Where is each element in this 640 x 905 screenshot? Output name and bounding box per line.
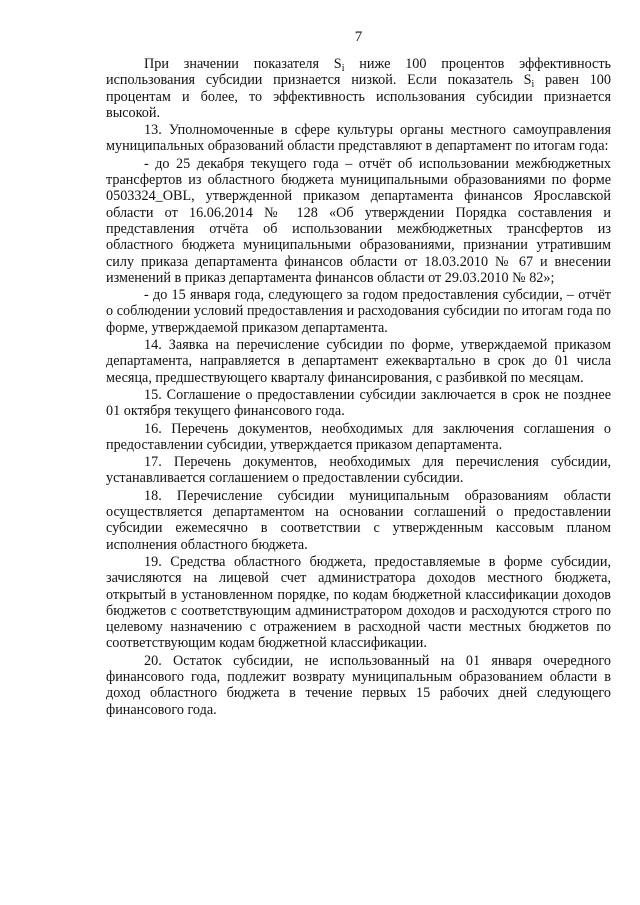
paragraph-item-17: 17. Перечень документов, необходимых для перечисления субсидии, устанавливается соглашением о предоставлении субсидии. xyxy=(106,454,611,487)
paragraph-item-13: 13. Уполномоченные в сфере культуры органы местного самоуправления муниципальных образований области представляют в департамент по итогам года: xyxy=(106,122,611,155)
page-number: 7 xyxy=(354,29,363,45)
paragraph-item-14: 14. Заявка на перечисление субсидии по форме, утверждаемой приказом департамента, направляется в департамент ежеквартально в срок до 01 числа месяца, предшествующего кварталу финансирования, с разбивкой по месяцам. xyxy=(106,337,611,386)
document-page xyxy=(106,28,611,718)
paragraph-indicator-threshold xyxy=(106,56,611,121)
paragraph-text-part: равен 100 процентам и более, то эффективность использования субсидии признается высокой. xyxy=(106,72,611,121)
paragraph-item-15: 15. Соглашение о предоставлении субсидии заключается в срок не позднее 01 октября текущего финансового года. xyxy=(106,386,611,420)
paragraph-item-19: 19. Средства областного бюджета, предоставляемые в форме субсидии, зачисляются на лицевой счет администратора доходов местного бюджета, открытый в установленном порядке, по кодам бюджетной классификации доходов бюджетов с соответствующим администратором доходов и расходуются строго по целевому назначению с отражением в расходной части местных бюджетов по соответствующим кодам бюджетной классификации. xyxy=(106,553,611,652)
subscript-index: i xyxy=(531,79,535,91)
paragraph-bullet-january-report: - до 15 января года, следующего за годом предоставления субсидии, – отчёт о соблюдении условий предоставления и расходования субсидии по итогам года по форме, утверждаемой приказом департамента. xyxy=(106,287,611,336)
paragraph-text-part: При значении показателя S xyxy=(144,56,342,72)
paragraph-text-part: ниже 100 процентов эффективность использования субсидии признается низкой. Если показатель S xyxy=(106,56,611,89)
paragraph-item-20: 20. Остаток субсидии, не использованный на 01 января очередного финансового года, подлежит возврату муниципальным образованием области в доход областного бюджета в течение первых 15 рабочих дней следующего финансового года. xyxy=(106,652,611,718)
paragraph-bullet-december-report: - до 25 декабря текущего года – отчёт об использовании межбюджетных трансфертов из областного бюджета муниципальными образованиями по форме 0503324_OBL, утвержденной приказом департамента финансов Ярославской области от 16.06.2014 № 128 «Об утверждении Порядка составления и представления отчёта об использовании межбюджетных трансфертов из областного бюджета муниципальными образованиями, признании утратившим силу приказа департамента финансов области от 18.03.2010 № 67 и внесении изменений в приказ департамента финансов области от 29.03.2010 № 82»; xyxy=(106,155,611,286)
paragraph-item-16: 16. Перечень документов, необходимых для заключения соглашения о предоставлении субсидии, утверждается приказом департамента. xyxy=(106,420,611,453)
paragraph-item-18: 18. Перечисление субсидии муниципальным образованиям области осуществляется департаментом на основании соглашений о предоставлении субсидии ежемесячно в соответствии с утвержденным кассовым планом исполнения областного бюджета. xyxy=(106,487,611,553)
subscript-index: i xyxy=(341,63,345,74)
